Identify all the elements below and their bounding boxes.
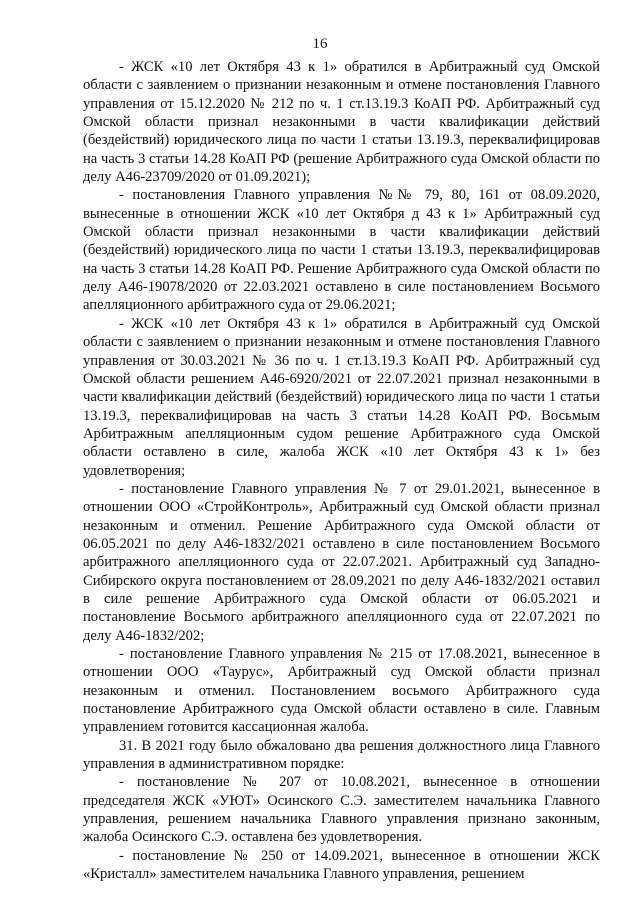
paragraph-5: - постановление Главного управления № 215 от 17.08.2021, вынесенное в отношении ООО «Таурус», Арбитражный суд Омской области признал незаконным и отменил. Постановлением восьмого Арбитражного суда постановление Арбитражного суда Омской области оставлено в силе. Главным управлением готовится кассационная жалоба. bbox=[83, 646, 600, 736]
paragraph-6: 31. В 2021 году было обжаловано два решения должностного лица Главного управления в административном порядке: bbox=[83, 737, 600, 773]
paragraph-8: - постановление № 250 от 14.09.2021, вынесенное в отношении ЖСК «Кристалл» заместителем начальника Главного управления, решением bbox=[83, 847, 600, 883]
paragraph-3: - ЖСК «10 лет Октября 43 к 1» обратился в Арбитражный суд Омской области с заявлением о признании незаконным и отмене постановления Главного управления от 30.03.2021 № 36 по ч. 1 ст.13.19.3 КоАП РФ. Арбитражный суд Омской области решением А46-6920/2021 от 22.07.2021 признал незаконными в части квалификации действий (бездействий) юридического лица по части 1 статьи 13.19.3, переквалифицировав на часть 3 статьи 14.28 КоАП РФ. Восьмым Арбитражным апелляционным судом решение Арбитражного суда Омской области оставлено в силе, жалоба ЖСК «10 лет Октября 43 к 1» без удовлетворения; bbox=[83, 315, 600, 479]
paragraph-4: - постановление Главного управления № 7 от 29.01.2021, вынесенное в отношении ООО «СтройКонтроль», Арбитражный суд Омской области признал незаконным и отменил. Решение Арбитражного суда Омской области от 06.05.2021 по делу А46-1832/2021 оставлено в силе постановлением Восьмого арбитражного апелляционного суда от 22.07.2021. Арбитражный суд Западно-Сибирского округа постановлением от 28.09.2021 по делу А46-1832/2021 оставил в силе решение Арбитражного суда Омской области от 06.05.2021 и постановление Восьмого арбитражного апелляционного суда от 22.07.2021 по делу А46-1832/202; bbox=[83, 480, 600, 644]
document-body bbox=[83, 58, 600, 883]
paragraph-2: - постановления Главного управления №№ 79, 80, 161 от 08.09.2020, вынесенные в отношении ЖСК «10 лет Октября д 43 к 1» Арбитражный суд Омской области признал незаконными в части квалификации действий (бездействий) юридического лица по части 1 статьи 13.19.3, переквалифицировав на часть 3 статьи 14.28 КоАП РФ. Решение Арбитражного суда Омской области по делу А46-19078/2020 от 22.03.2021 оставлено в силе постановлением Восьмого апелляционного арбитражного суда от 29.06.2021; bbox=[83, 187, 600, 314]
page-number: 16 bbox=[312, 36, 328, 52]
paragraph-1: - ЖСК «10 лет Октября 43 к 1» обратился в Арбитражный суд Омской области с заявлением о признании незаконным и отмене постановления Главного управления от 15.12.2020 № 212 по ч. 1 ст.13.19.3 КоАП РФ. Арбитражный суд Омской области признал незаконными в части квалификации действий (бездействий) юридического лица по части 1 статьи 13.19.3, переквалифицировав на часть 3 статьи 14.28 КоАП РФ (решение Арбитражного суда Омской области по делу А46-23709/2020 от 01.09.2021); bbox=[83, 59, 600, 186]
paragraph-7: - постановление № 207 от 10.08.2021, вынесенное в отношении председателя ЖСК «УЮТ» Осинского С.Э. заместителем начальника Главного управления, решением начальника Главного управления признано законным, жалоба Осинского С.Э. оставлена без удовлетворения. bbox=[83, 774, 600, 846]
